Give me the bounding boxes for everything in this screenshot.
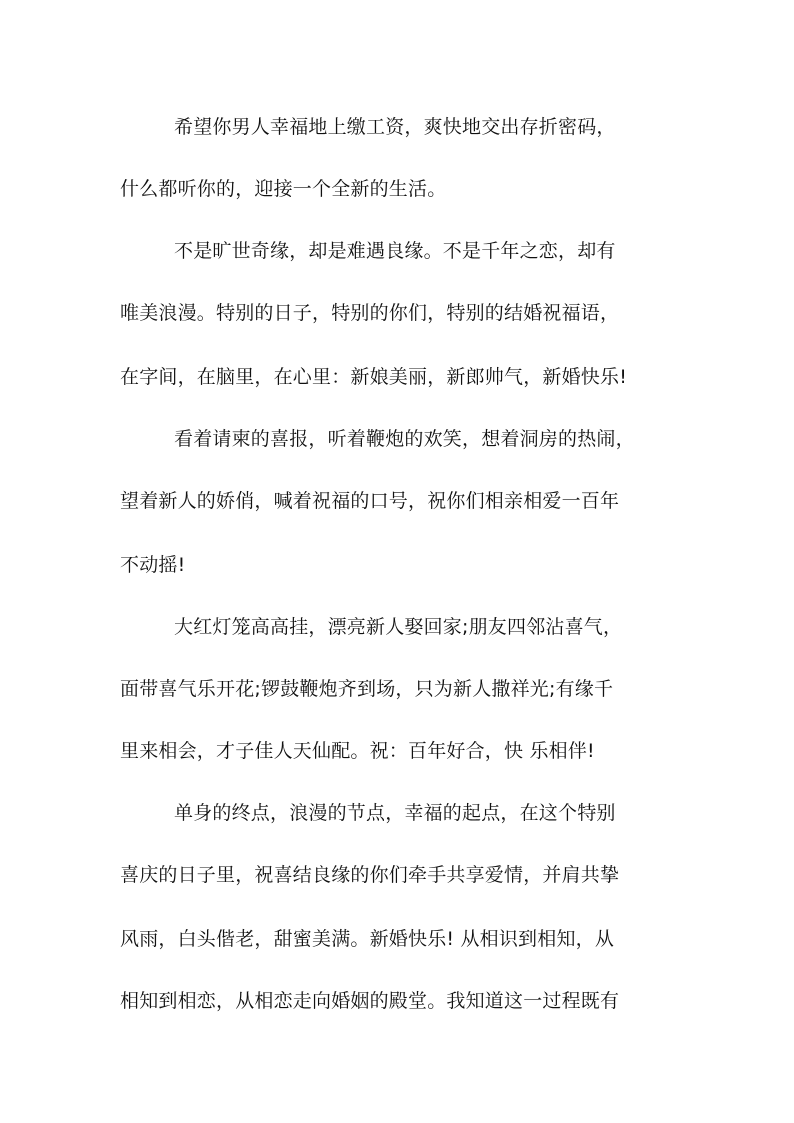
text-line: 希望你男人幸福地上缴工资，爽快地交出存折密码，	[174, 116, 616, 138]
text-line: 面带喜气乐开花;锣鼓鞭炮齐到场，只为新人撒祥光;有缘千	[120, 678, 614, 700]
text-line: 不是旷世奇缘，却是难遇良缘。不是千年之恋，却有	[174, 240, 616, 262]
text-line: 大红灯笼高高挂，漂亮新人娶回家;朋友四邻沾喜气，	[174, 616, 623, 638]
text-line: 相知到相恋，从相恋走向婚姻的殿堂。我知道这一过程既有	[120, 990, 620, 1012]
text-line: 单身的终点，浪漫的节点，幸福的起点，在这个特别	[174, 802, 616, 824]
text-line: 喜庆的日子里，祝喜结良缘的你们牵手共享爱情，并肩共挚	[120, 864, 620, 886]
text-line: 什么都听你的，迎接一个全新的生活。	[120, 178, 447, 200]
text-line: 望着新人的娇俏，喊着祝福的口号，祝你们相亲相爱一百年	[120, 490, 620, 512]
text-line: 风雨，白头偕老，甜蜜美满。新婚快乐! 从相识到相知，从	[120, 928, 615, 950]
text-line: 唯美浪漫。特别的日子，特别的你们，特别的结婚祝福语，	[120, 302, 620, 324]
text-line: 里来相会，才子佳人天仙配。祝：百年好合，快 乐相伴!	[120, 740, 595, 762]
text-line: 在字间，在脑里，在心里：新娘美丽，新郎帅气，新婚快乐!	[120, 366, 628, 388]
text-line: 不动摇!	[120, 554, 186, 576]
text-line: 看着请柬的喜报，听着鞭炮的欢笑，想着洞房的热闹，	[174, 428, 635, 450]
